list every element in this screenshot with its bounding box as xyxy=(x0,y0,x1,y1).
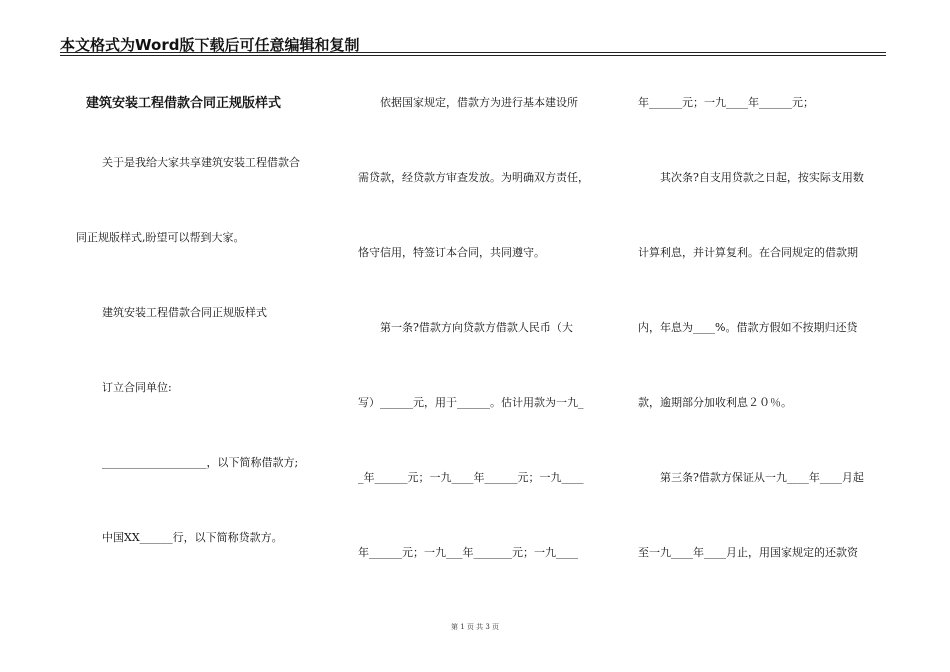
paragraph-line: 中国XX______行，以下简称贷款方。 xyxy=(102,531,283,544)
paragraph-line: 内，年息为____%。借款方假如不按期归还贷 xyxy=(638,321,858,334)
paragraph-line: 款，逾期部分加收利息２０％。 xyxy=(638,396,792,409)
paragraph-line: 第一条?借款方向贷款方借款人民币（大 xyxy=(380,321,573,334)
paragraph-line: 订立合同单位: xyxy=(102,381,172,394)
paragraph-line: 至一九____年____月止，用国家规定的还款资 xyxy=(638,546,858,559)
paragraph-line: 同正规版样式,盼望可以帮到大家。 xyxy=(76,231,245,244)
text-column-1 xyxy=(76,0,330,672)
paragraph-line: 依据国家规定，借款方为进行基本建设所 xyxy=(380,96,578,109)
document-title: 建筑安装工程借款合同正规版样式 xyxy=(86,96,282,111)
paragraph-line: 年______元；一九___年_______元；一九____ xyxy=(358,546,578,559)
paragraph-line: 建筑安装工程借款合同正规版样式 xyxy=(102,306,267,319)
paragraph-line: _年______元；一九____年______元；一九____ xyxy=(358,471,584,484)
text-column-2 xyxy=(358,0,608,672)
paragraph-line: 计算利息，并计算复利。在合同规定的借款期 xyxy=(638,246,858,259)
paragraph-line: 其次条?自支用贷款之日起，按实际支用数 xyxy=(660,171,864,184)
paragraph-line: 写）______元，用于______。估计用款为一九_ xyxy=(358,396,584,409)
page-number-footer: 第 1 页 共 3 页 xyxy=(450,623,500,631)
paragraph-line: ___________________，以下简称借款方; xyxy=(102,456,299,469)
paragraph-line: 第三条?借款方保证从一九____年____月起 xyxy=(660,471,864,484)
paragraph-line: 关于是我给大家共享建筑安装工程借款合 xyxy=(102,156,300,169)
paragraph-line: 恪守信用，特签订本合同，共同遵守。 xyxy=(358,246,545,259)
text-column-3 xyxy=(638,0,888,672)
document-header-text: 本文格式为Word版下载后可任意编辑和复制 xyxy=(60,36,360,54)
paragraph-line: 需贷款，经贷款方审查发放。为明确双方责任， xyxy=(358,171,589,184)
paragraph-line: 年______元；一九____年______元； xyxy=(638,96,814,109)
